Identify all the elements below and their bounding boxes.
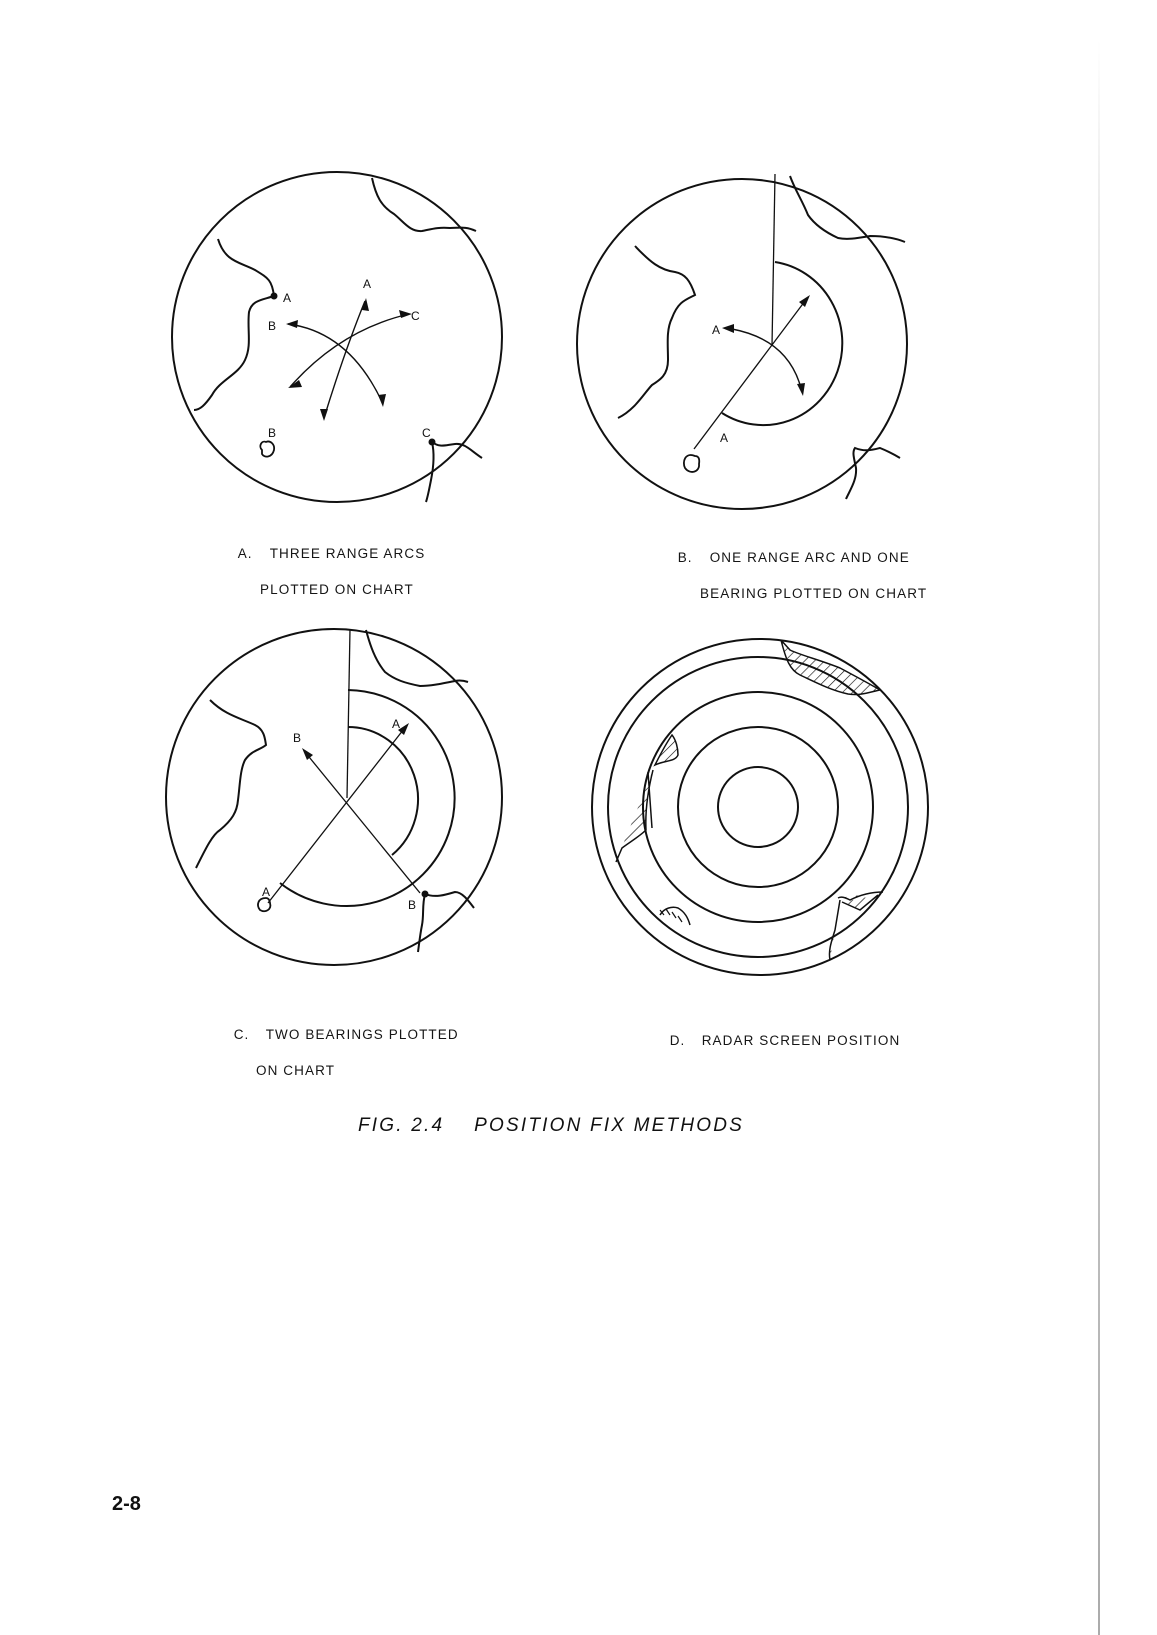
svg-text:A: A	[720, 431, 729, 445]
svg-text:C: C	[422, 426, 431, 440]
page-number: 2-8	[112, 1493, 141, 1515]
panel-a-caption: A. THREE RANGE ARCS PLOTTED ON CHART	[237, 546, 426, 597]
panel-b-range-and-bearing	[577, 174, 907, 509]
range-ring-4	[608, 657, 908, 957]
panel-d-caption: D. RADAR SCREEN POSITION	[669, 1033, 901, 1048]
svg-text:A: A	[363, 277, 372, 291]
svg-text:B: B	[268, 319, 277, 333]
swing-arc	[732, 329, 802, 392]
panel-a-three-range-arcs	[172, 172, 502, 502]
chart-circle	[577, 179, 907, 509]
range-ring-1	[718, 767, 798, 847]
svg-text:A: A	[392, 717, 401, 731]
land-echo-top	[781, 640, 880, 695]
panel-b-caption: B. ONE RANGE ARC AND ONE BEARING PLOTTED ON CHART	[677, 550, 928, 601]
range-arc-a	[324, 301, 365, 418]
range-arc-c	[290, 314, 409, 387]
range-ring-2	[678, 727, 838, 887]
island-a	[684, 455, 699, 472]
coastline-top-right	[372, 178, 476, 231]
panel-b-labels	[712, 323, 728, 445]
range-arc-outer	[280, 690, 455, 906]
panel-c-labels	[262, 717, 416, 912]
island-a	[258, 898, 270, 911]
coastline-bottom-right	[426, 442, 434, 502]
bearing-line-a	[268, 725, 407, 903]
svg-text:B: B	[408, 898, 417, 912]
chart-circle	[166, 629, 502, 965]
bearing-line-b	[305, 752, 420, 893]
coastline-left	[194, 239, 277, 410]
land-echo-left	[616, 770, 653, 862]
scan-edge-shadow	[1098, 40, 1100, 1635]
chart-circle	[172, 172, 502, 502]
svg-text:A: A	[262, 885, 271, 899]
island-b	[260, 441, 274, 456]
panel-c-caption: C. TWO BEARINGS PLOTTED ON CHART	[233, 1027, 459, 1078]
panel-d-radar-screen	[592, 639, 928, 975]
range-arc-inner	[348, 727, 418, 855]
svg-text:B: B	[268, 426, 277, 440]
svg-text:C: C	[411, 309, 420, 323]
range-arc-b	[288, 324, 383, 404]
coastline-bottom-right	[846, 448, 900, 499]
bearing-line	[694, 297, 808, 449]
range-arc	[722, 262, 842, 425]
coastline-top-right	[790, 176, 905, 242]
svg-text:B: B	[293, 731, 302, 745]
svg-text:A: A	[283, 291, 292, 305]
figure-title: FIG. 2.4 POSITION FIX METHODS	[358, 1115, 745, 1136]
panel-c-two-bearings	[166, 629, 502, 965]
panel-a-labels	[268, 277, 431, 440]
coastline-left	[618, 246, 695, 418]
north-line	[772, 174, 775, 346]
coastline-bottom-right	[418, 894, 425, 952]
svg-text:A: A	[712, 323, 721, 337]
north-line	[347, 629, 350, 798]
coastline-left	[196, 700, 266, 868]
